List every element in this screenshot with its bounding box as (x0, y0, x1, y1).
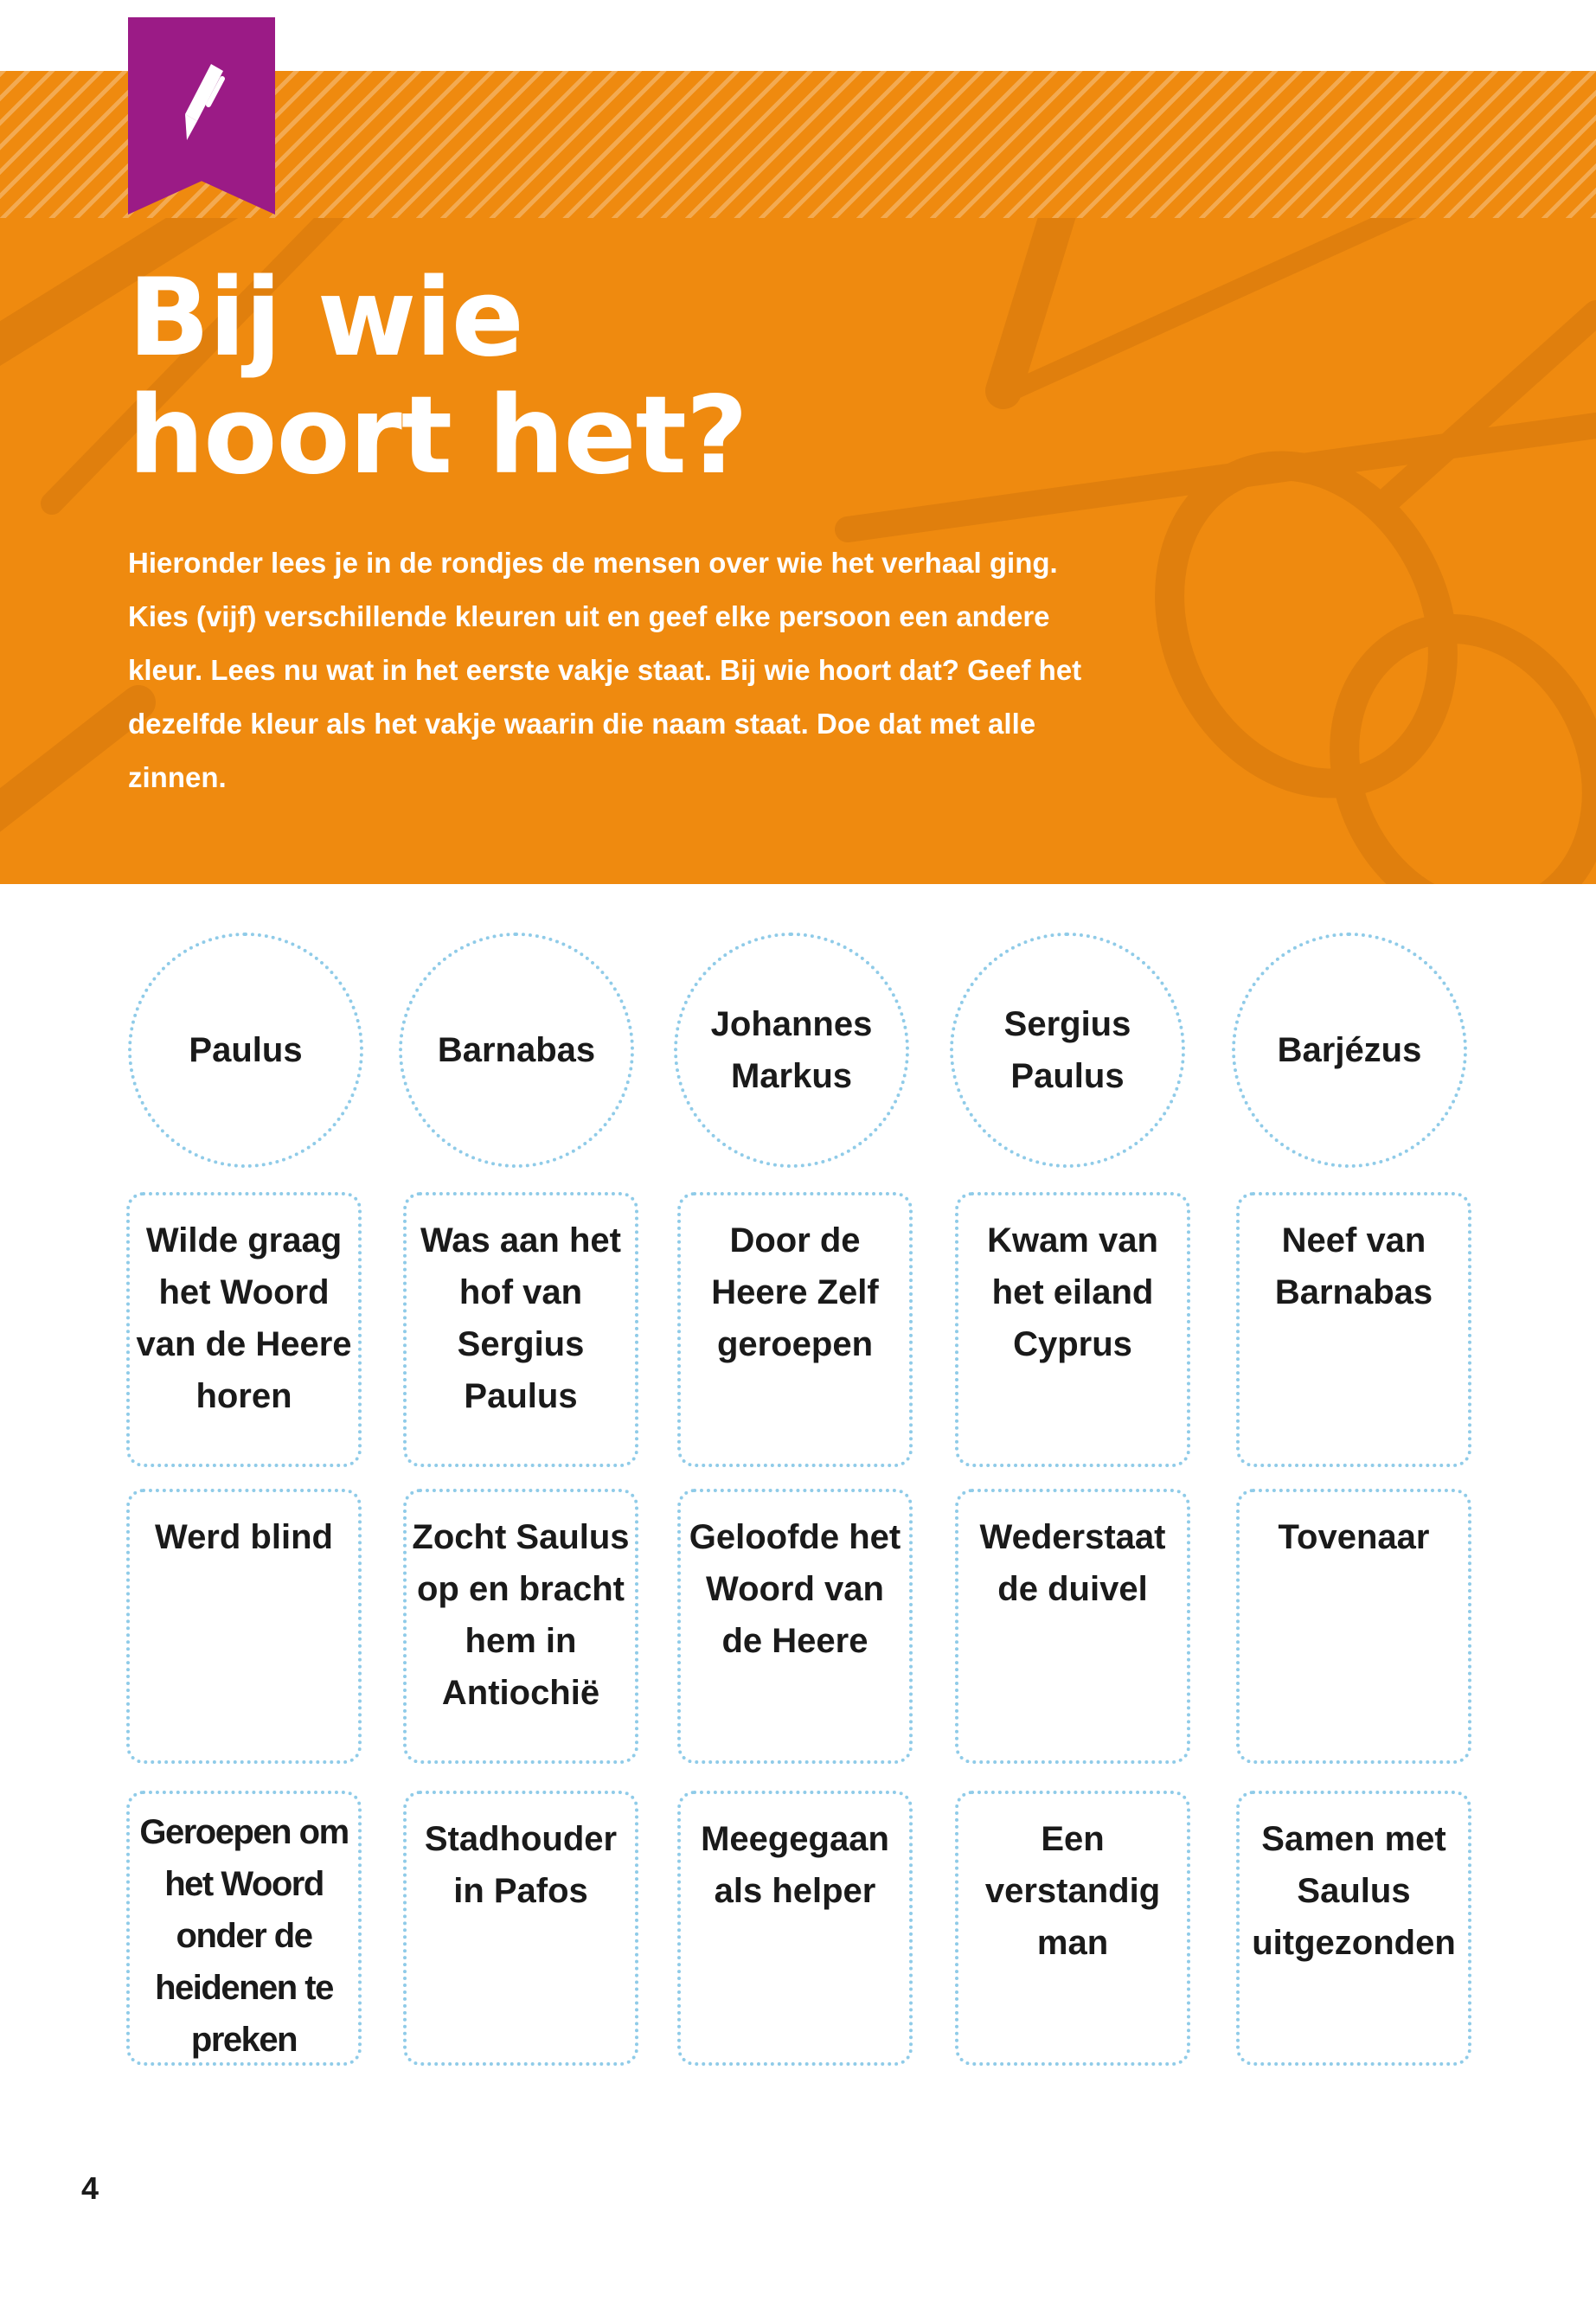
statement-box[interactable] (955, 1489, 1190, 1764)
statement-box[interactable] (126, 1489, 362, 1764)
person-circle-barnabas[interactable] (399, 933, 634, 1168)
statement-text: Wederstaat de duivel (979, 1518, 1166, 1608)
person-circle-johannes-markus[interactable] (674, 933, 909, 1168)
page-title (128, 256, 907, 498)
statement-text: Zocht Saulus op en bracht hem in Antiochië (412, 1518, 630, 1712)
statement-text: Een verstandig man (984, 1820, 1161, 1962)
person-name: Barjézus (1277, 1031, 1422, 1069)
statement-box[interactable] (403, 1791, 638, 2066)
statement-text: Stadhouder in Pafos (424, 1820, 618, 1910)
statement-text: Tovenaar (1278, 1518, 1430, 1556)
statement-text: Geloofde het Woord van de Heere (689, 1518, 901, 1660)
statement-text: Kwam van het eiland Cyprus (987, 1221, 1158, 1363)
statement-box[interactable] (677, 1489, 913, 1764)
statement-text: Werd blind (155, 1518, 333, 1556)
statement-box[interactable] (403, 1489, 638, 1764)
title-line-2: hoort het? (128, 374, 747, 498)
statement-box[interactable] (677, 1192, 913, 1467)
person-name: Johannes Markus (710, 1005, 873, 1095)
pen-icon (178, 61, 227, 156)
statement-text: Meegegaan als helper (701, 1820, 889, 1910)
statement-box[interactable] (126, 1791, 362, 2066)
page-number: 4 (81, 2170, 99, 2206)
statement-box[interactable] (1236, 1489, 1471, 1764)
person-circle-paulus[interactable] (128, 933, 363, 1168)
statement-box[interactable] (403, 1192, 638, 1467)
statement-box[interactable] (1236, 1791, 1471, 2066)
statement-box[interactable] (955, 1192, 1190, 1467)
statement-box[interactable] (126, 1192, 362, 1467)
person-circle-barjezus[interactable] (1232, 933, 1467, 1168)
statement-text: Geroepen om het Woord onder de heidenen te preken (139, 1813, 349, 2059)
statement-text: Samen met Saulus uitgezonden (1252, 1820, 1456, 1962)
statement-text: Wilde graag het Woord van de Heere horen (136, 1221, 352, 1415)
statement-text: Was aan het hof van Sergius Paulus (420, 1221, 621, 1415)
statement-box[interactable] (677, 1791, 913, 2066)
title-line-1: Bij wie (128, 256, 523, 381)
statement-text: Neef van Barnabas (1274, 1221, 1433, 1311)
person-circle-sergius-paulus[interactable] (950, 933, 1185, 1168)
person-name: Sergius Paulus (1003, 1005, 1131, 1095)
intro-text: Hieronder lees je in de rondjes de mensen over wie het verhaal ging. Kies (vijf) verschillende kleuren uit en geef elke persoon een andere kleur. Lees nu wat in het eerste vakje staat. Bij wie hoort dat? Geef het dezelfde kleur als het vakje waarin die naam staat. Doe dat met alle zinnen. (128, 547, 1082, 793)
person-name: Barnabas (437, 1031, 596, 1069)
statement-box[interactable] (1236, 1192, 1471, 1467)
statement-text: Door de Heere Zelf geroepen (711, 1221, 879, 1363)
person-name: Paulus (189, 1031, 303, 1069)
statement-box[interactable] (955, 1791, 1190, 2066)
